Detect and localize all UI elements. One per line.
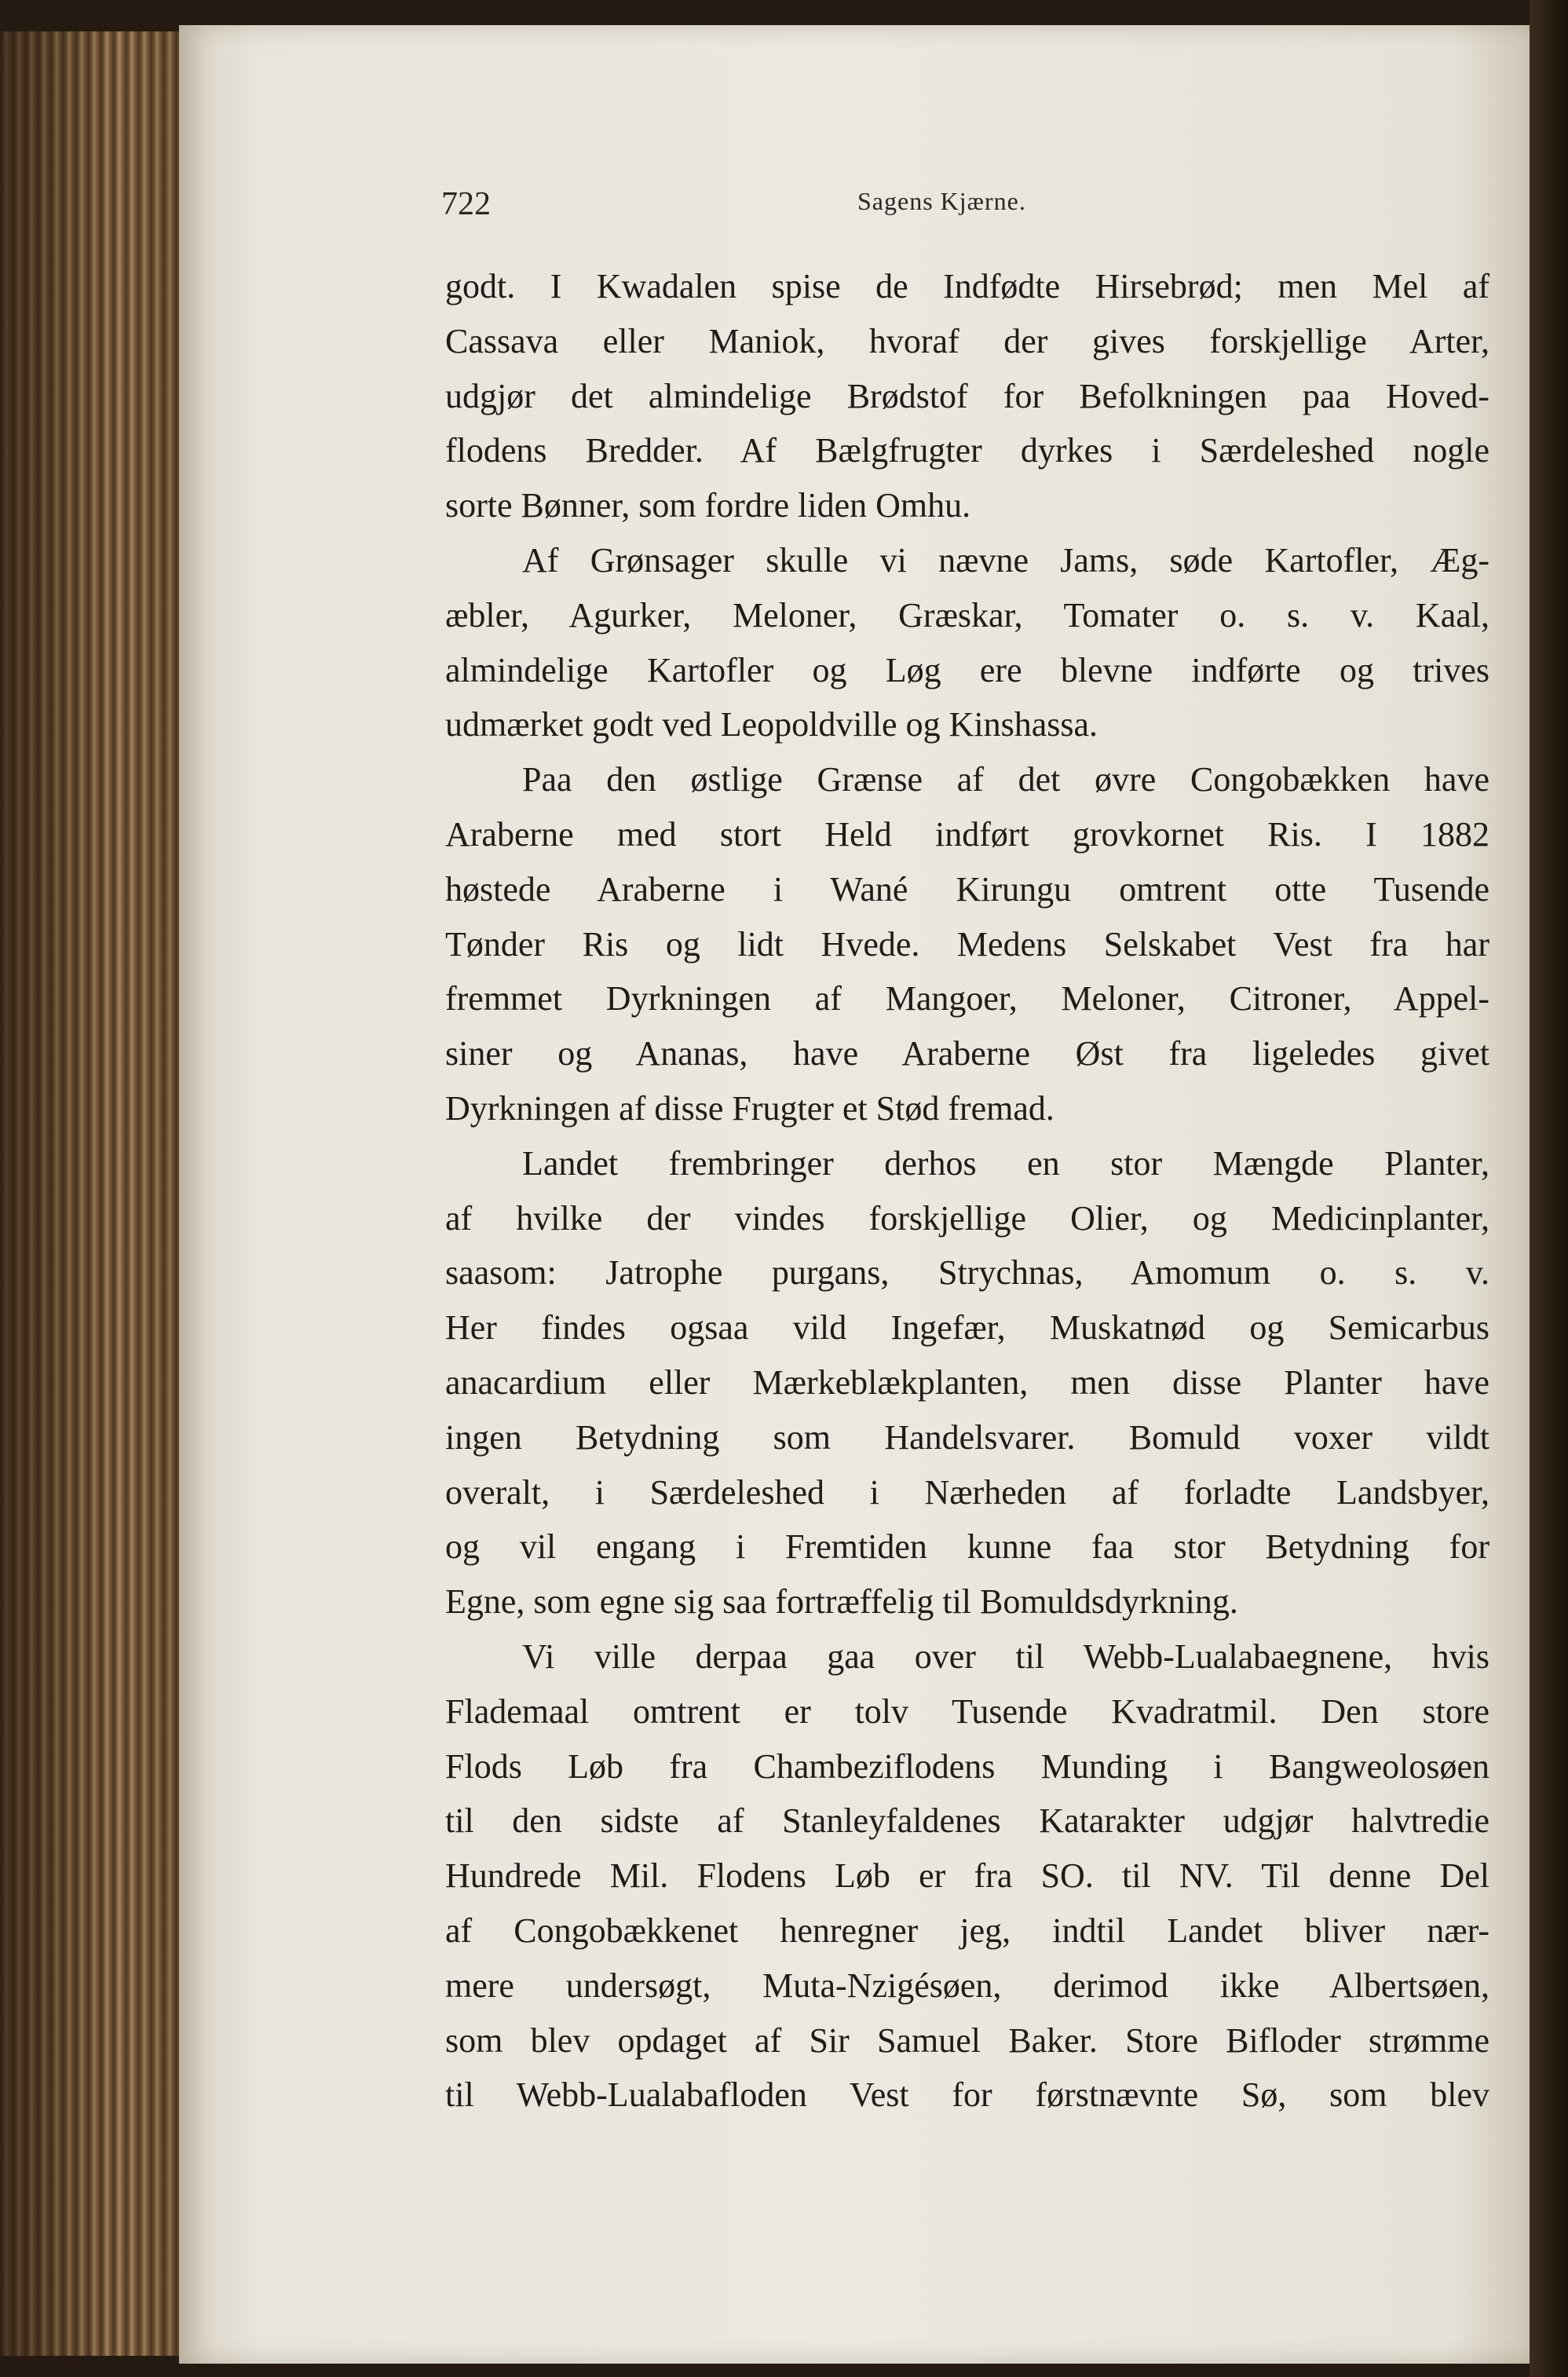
text-line: til den sidste af Stanleyfaldenes Katarakter udgjør halvtredie bbox=[445, 1801, 1489, 1841]
running-head bbox=[441, 185, 1501, 232]
text-line: Dyrkningen af disse Frugter et Stød fremad. bbox=[445, 1088, 1054, 1128]
text-line: anacardium eller Mærkeblækplanten, men disse Planter have bbox=[445, 1362, 1489, 1402]
text-line: høstede Araberne i Wané Kirungu omtrent otte Tusende bbox=[445, 869, 1489, 909]
book-page-edges bbox=[0, 31, 196, 2356]
text-line: som blev opdaget af Sir Samuel Baker. Store Bifloder strømme bbox=[445, 2020, 1489, 2060]
text-line: af Congobækkenet henregner jeg, indtil Landet bliver nær- bbox=[445, 1911, 1489, 1950]
text-line: flodens Bredder. Af Bælgfrugter dyrkes i Særdeleshed nogle bbox=[445, 431, 1489, 470]
text-line: Araberne med stort Held indført grovkornet Ris. I 1882 bbox=[445, 814, 1489, 854]
text-line: ingen Betydning som Handelsvarer. Bomuld voxer vildt bbox=[445, 1417, 1489, 1457]
text-line: Her findes ogsaa vild Ingefær, Muskatnød og Semicarbus bbox=[445, 1308, 1489, 1348]
text-line: Paa den østlige Grænse af det øvre Congobækken have bbox=[522, 760, 1489, 799]
text-line: Flods Løb fra Chambeziflodens Munding i Bangweolosøen bbox=[445, 1746, 1489, 1786]
text-line: og vil engang i Fremtiden kunne faa stor Betydning for bbox=[445, 1527, 1489, 1567]
text-line: æbler, Agurker, Meloner, Græskar, Tomater o. s. v. Kaal, bbox=[445, 595, 1489, 634]
text-line: Tønder Ris og lidt Hvede. Medens Selskabet Vest fra har bbox=[445, 924, 1489, 964]
text-line: til Webb-Lualabafloden Vest for førstnævnte Sø, som blev bbox=[445, 2075, 1489, 2115]
text-line: Hundrede Mil. Flodens Løb er fra SO. til NV. Til denne Del bbox=[445, 1856, 1489, 1896]
text-line: af hvilke der vindes forskjellige Olier, og Medicinplanter, bbox=[445, 1198, 1489, 1238]
text-line: godt. I Kwadalen spise de Indfødte Hirsebrød; men Mel af bbox=[445, 267, 1489, 305]
text-line: mere undersøgt, Muta-Nzigésøen, derimod ikke Albertsøen, bbox=[445, 1966, 1489, 2005]
text-line: udgjør det almindelige Brødstof for Befolkningen paa Hoved- bbox=[445, 376, 1489, 415]
text-line: overalt, i Særdeleshed i Nærheden af forladte Landsbyer, bbox=[445, 1472, 1489, 1512]
text-line: fremmet Dyrkningen af Mangoer, Meloner, Citroner, Appel- bbox=[445, 979, 1489, 1018]
book-gutter-shadow bbox=[1530, 0, 1568, 2377]
text-line: Landet frembringer derhos en stor Mængde Planter, bbox=[522, 1143, 1489, 1183]
text-line: Af Grønsager skulle vi nævne Jams, søde Kartofler, Æg- bbox=[522, 540, 1489, 580]
body-text bbox=[445, 259, 1489, 2123]
running-title: Sagens Kjærne. bbox=[857, 187, 1026, 215]
text-line: Vi ville derpaa gaa over til Webb-Lualabaegnene, hvis bbox=[522, 1636, 1489, 1676]
text-line: siner og Ananas, have Araberne Øst fra ligeledes givet bbox=[445, 1034, 1489, 1073]
text-line: almindelige Kartofler og Løg ere blevne indførte og trives bbox=[445, 650, 1489, 689]
text-line: Egne, som egne sig saa fortræffelig til Bomuldsdyrkning. bbox=[445, 1582, 1238, 1622]
page-number: 722 bbox=[441, 186, 491, 222]
text-line: saasom: Jatrophe purgans, Strychnas, Amomum o. s. v. bbox=[445, 1253, 1489, 1293]
text-line: Flademaal omtrent er tolv Tusende Kvadratmil. Den store bbox=[445, 1691, 1489, 1731]
text-line: sorte Bønner, som fordre liden Omhu. bbox=[445, 486, 971, 525]
text-line: Cassava eller Maniok, hvoraf der gives forskjellige Arter, bbox=[445, 321, 1489, 360]
text-line: udmærket godt ved Leopoldville og Kinshassa. bbox=[445, 705, 1098, 744]
